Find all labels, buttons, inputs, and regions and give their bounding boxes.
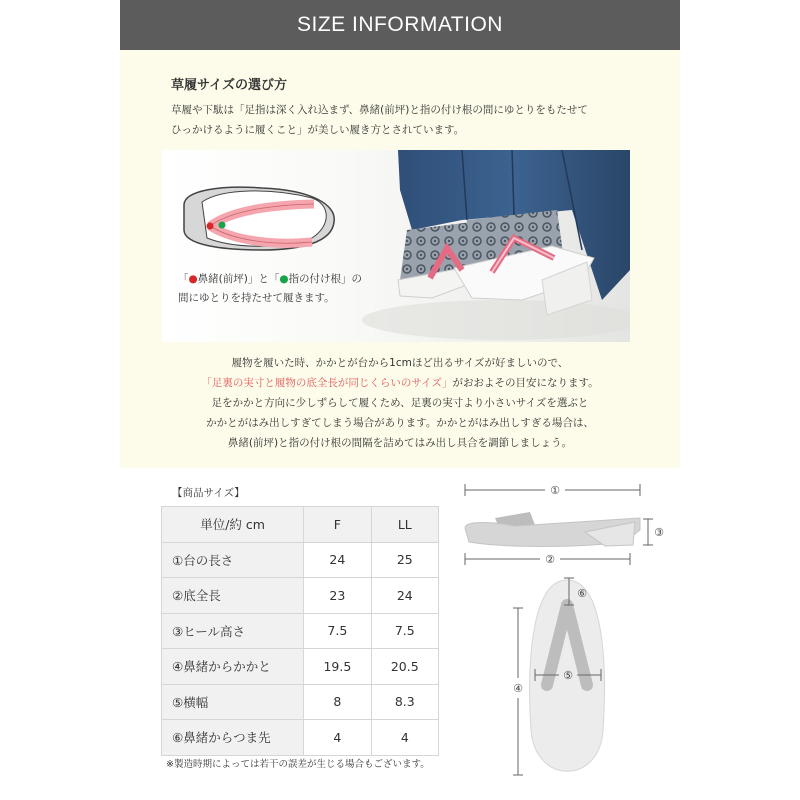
row-label: ⑥鼻緒からつま先 (162, 720, 304, 756)
guide-panel (120, 50, 680, 468)
table-row (162, 720, 439, 756)
guide-line-1: 草履や下駄は「足指は深く入れ込まず、鼻緒(前坪)と指の付け根の間にゆとりをもたせて (171, 104, 588, 116)
zori-dimension-diagram (455, 470, 670, 800)
advice-line-1: 履物を履いた時、かかとが台から1cmほど出るサイズが好ましいので、 (231, 357, 569, 369)
row-f: 8 (304, 684, 371, 720)
size-table (161, 506, 439, 756)
advice-line-2-rest: がおおよその目安になります。 (452, 377, 599, 389)
row-ll: 7.5 (371, 613, 438, 649)
dimension-label-2: ② (545, 553, 555, 566)
row-ll: 4 (371, 720, 438, 756)
caption-line-1 (178, 270, 362, 289)
dimension-label-5: ⑤ (563, 669, 573, 682)
table-row (162, 684, 439, 720)
header-title: SIZE INFORMATION (297, 13, 503, 36)
row-f: 4 (304, 720, 371, 756)
advice-line-4: かかとがはみ出しすぎてしまう場合があります。かかとがはみ出しすぎる場合は、 (206, 417, 594, 429)
row-f: 19.5 (304, 649, 371, 685)
dimension-label-3: ③ (654, 526, 664, 539)
row-label: ③ヒール高さ (162, 613, 304, 649)
size-table-title: 【商品サイズ】 (172, 487, 245, 499)
row-label: ②底全長 (162, 578, 304, 614)
table-row (162, 613, 439, 649)
row-f: 7.5 (304, 613, 371, 649)
guide-body (171, 100, 651, 140)
advice-line-3: 足をかかと方向に少しずらして履くため、足裏の実寸より小さいサイズを選ぶと (211, 397, 589, 409)
row-f: 23 (304, 578, 371, 614)
hanao-point-dot (207, 223, 214, 230)
advice-line-2 (120, 373, 680, 393)
size-note: ※製造時期によっては若干の誤差が生じる場合もございます。 (166, 759, 430, 770)
row-ll: 24 (371, 578, 438, 614)
caption-open: 「 (178, 273, 189, 285)
caption-part-2: 指の付け根」の (288, 273, 363, 285)
guide-title: 草履サイズの選び方 (171, 78, 287, 93)
section-header (120, 0, 680, 50)
header-unit: 単位/約 cm (162, 507, 304, 543)
green-dot-icon: ● (279, 273, 289, 285)
row-label: ①台の長さ (162, 542, 304, 578)
header-ll: LL (371, 507, 438, 543)
dimension-label-1: ① (550, 484, 560, 497)
table-row (162, 542, 439, 578)
row-ll: 20.5 (371, 649, 438, 685)
dimension-label-4: ④ (513, 682, 523, 695)
advice-highlight: 「足裏の実寸と履物の底全長が同じくらいのサイズ」 (201, 377, 453, 389)
photo-caption (178, 270, 362, 308)
zori-photo (162, 150, 630, 342)
guide-line-2: ひっかけるように履くこと」が美しい履き方とされています。 (171, 124, 465, 136)
size-advice (120, 353, 680, 453)
red-dot-icon: ● (188, 273, 198, 285)
caption-part-1: 鼻緒(前坪)」と「 (197, 273, 280, 285)
table-row (162, 578, 439, 614)
row-label: ④鼻緒からかかと (162, 649, 304, 685)
advice-line-5: 鼻緒(前坪)と指の付け根の間隔を詰めてはみ出し具合を調節しましょう。 (227, 437, 573, 449)
table-row (162, 649, 439, 685)
row-ll: 8.3 (371, 684, 438, 720)
toe-base-point-dot (219, 222, 226, 229)
dimension-label-6: ⑥ (577, 587, 587, 600)
caption-line-2: 間にゆとりを持たせて履きます。 (178, 292, 335, 304)
zori-illustration (162, 150, 630, 342)
row-f: 24 (304, 542, 371, 578)
table-header-row (162, 507, 439, 543)
row-ll: 25 (371, 542, 438, 578)
row-label: ⑤横幅 (162, 684, 304, 720)
header-f: F (304, 507, 371, 543)
